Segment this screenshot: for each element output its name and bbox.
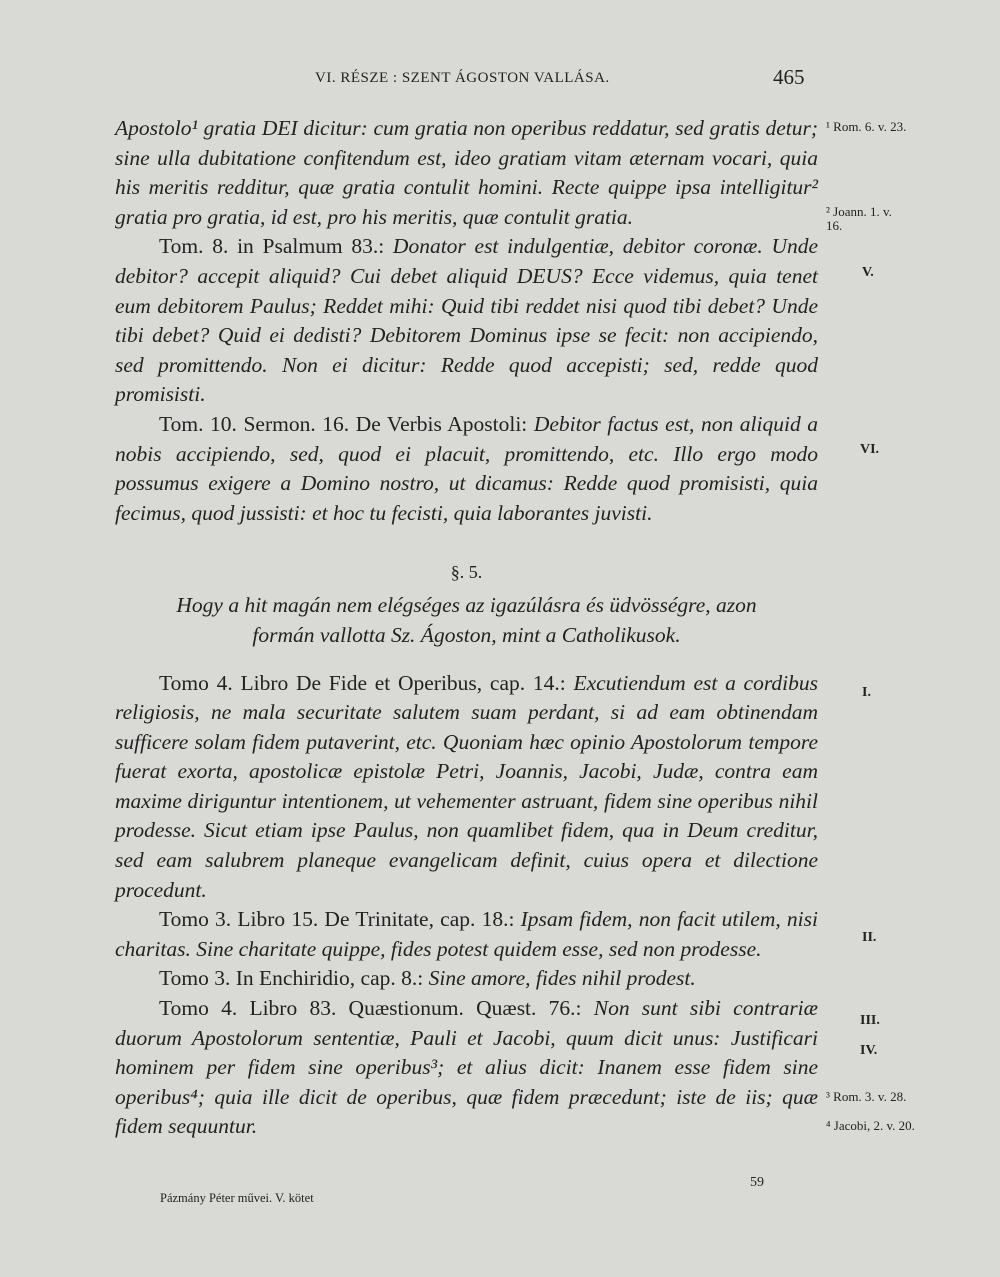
section-number: §. 5. (450, 562, 483, 583)
margin-number-vi: VI. (860, 442, 880, 457)
running-title: VI. RÉSZE : SZENT ÁGOSTON VALLÁSA. (315, 70, 610, 86)
margin-number-v: V. (862, 265, 874, 280)
paragraph-4: Tomo 4. Libro De Fide et Operibus, cap. 14.: Excutiendum est a cordibus religiosis, ne mala securitate salutem suam perdant, si ad eam obtinendam sufficere solam fidem putaverint, etc. Quoniam hæc opinio Apostolorum tempore fuerat exorta, apostolicæ epistolæ Petri, Joannis, Jacobi, Judæ, contra eam maxime diriguntur intentionem, ut vehementer astruant, fidem sine operibus nihil prodesse. Sicut etiam ipse Paulus, non quamlibet fidem, qua in Deum creditur, sed eam salubrem planeque evangelicam definit, cuius opera et dilectione procedunt. (115, 670, 819, 902)
margin-number-ii: II. (862, 930, 877, 945)
signature-mark: 59 (750, 1175, 764, 1190)
margin-number-i: I. (862, 685, 871, 700)
paragraph-3: Tom. 10. Sermon. 16. De Verbis Apostoli: Debitor factus est, non aliquid a nobis accipiendo, sed, quod ei placuit, promittendo, etc. Illo ergo modo possumus exigere a Domino nostro, ut dicamus: Redde quod promisisti, quia fecimus, quod jussisti: et hoc tu fecisti, quia laborantes juvisti. (115, 411, 818, 525)
section-subtitle: Hogy a hit magán nem elégséges az igazúlásra és üdvösségre, azon formán vallotta Sz. Ágoston, mint a Catholikusok. (176, 593, 757, 647)
paragraph-1: Apostolo¹ gratia DEI dicitur: cum gratia non operibus reddatur, sed gratis detur; sine ulla dubitatione confitendum est, ideo gratiam vitam æternam vocari, quia his meritis redditur, quæ gratia contulit homini. Recte quippe ipsa intelligitur² gratia pro gratia, id est, pro his meritis, quæ contulit gratia. (115, 116, 818, 229)
margin-number-iii: III. (860, 1013, 880, 1028)
margin-number-iv: IV. (860, 1043, 878, 1058)
margin-note-joann: ² Joann. 1. v. 16. (826, 204, 892, 233)
paragraph-6: Tomo 3. In Enchiridio, cap. 8.: Sine amore, fides nihil prodest. (159, 966, 696, 991)
margin-note-rom6: ¹ Rom. 6. v. 23. (826, 119, 907, 134)
paragraph-7: Tomo 4. Libro 83. Quæstionum. Quæst. 76.: Non sunt sibi contrariæ duorum Apostolorum sententiæ, Pauli et Jacobi, quum dicit unus: Justificari hominem per fidem sine operibus³; et alius dicit: Inanem esse fidem sine operibus⁴; quia ille dicit de operibus, quæ fidem præcedunt; iste de iis; quæ fidem sequuntur. (115, 996, 818, 1139)
margin-note-rom3: ³ Rom. 3. v. 28. (826, 1089, 907, 1104)
footer-publication: Pázmány Péter művei. V. kötet (160, 1191, 314, 1205)
page-number: 465 (773, 65, 805, 89)
paragraph-2: Tom. 8. in Psalmum 83.: Donator est indulgentiæ, debitor coronæ. Unde debitor? accepit aliquid? Cui debet aliquid DEUS? Ecce videmus, quia tenet eum debitorem Paulus; Reddet mihi: Quid tibi reddet nisi quod tibi debet? Unde tibi debet? Quid ei dedisti? Debitorem Dominus ipse se fecit: non accipiendo, sed promittendo. Non ei dicitur: Redde quod accepisti; sed, redde quod promisisti. (115, 234, 819, 407)
paragraph-5: Tomo 3. Libro 15. De Trinitate, cap. 18.: Ipsam fidem, non facit utilem, nisi charitas. Sine charitate quippe, fides potest quidem esse, sed non prodesse. (115, 907, 818, 961)
main-text (115, 114, 818, 1142)
margin-note-jacobi: ⁴ Jacobi, 2. v. 20. (826, 1118, 915, 1133)
